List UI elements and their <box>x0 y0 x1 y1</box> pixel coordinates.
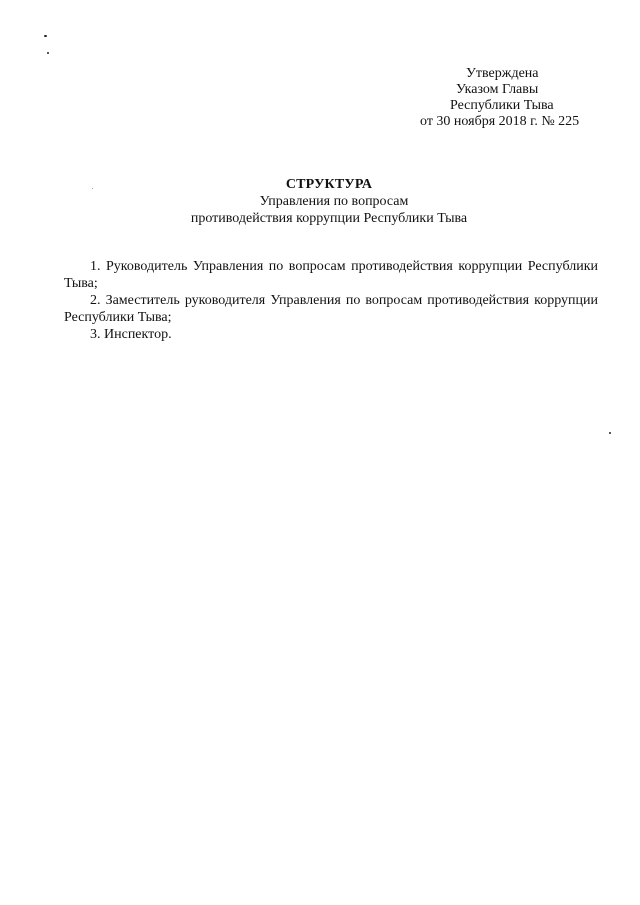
scan-speck <box>609 432 611 434</box>
document-title-block <box>0 176 640 227</box>
list-item: 1. Руководитель Управления по вопросам противодействия коррупции Республики Тыва; <box>64 259 598 291</box>
list-item: 2. Заместитель руководителя Управления по вопросам противодействия коррупции Республики Тыва; <box>64 293 598 325</box>
approval-date-line: от 30 ноября 2018 г. № 225 <box>420 114 580 129</box>
scan-speck <box>44 35 47 37</box>
document-subtitle: противодействия коррупции Республики Тыва <box>190 211 468 226</box>
document-heading: СТРУКТУРА <box>285 177 373 192</box>
document-subtitle: Управления по вопросам <box>259 194 409 209</box>
list-item: 3. Инспектор. <box>90 327 172 342</box>
approval-line: Республики Тыва <box>450 98 554 113</box>
approval-line: Утверждена <box>466 66 539 81</box>
approval-stamp-block <box>390 66 640 130</box>
scan-speck <box>47 52 49 54</box>
approval-line: Указом Главы <box>456 82 539 97</box>
structure-list <box>64 258 598 343</box>
